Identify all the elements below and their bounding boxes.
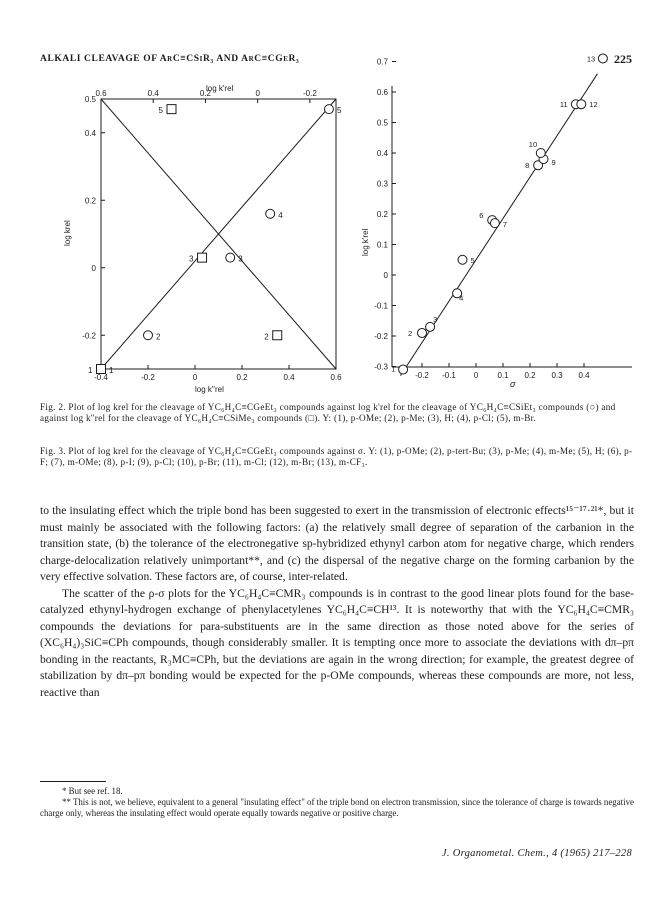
figure-3-y-tick-label: -0.1: [374, 301, 388, 311]
figure-3-x-tick-label: -0.1: [442, 371, 456, 380]
figure-2-bottom-tick-label: 0.2: [236, 373, 248, 382]
figure-3-circle-point: [577, 100, 586, 109]
figure-2-left-tick-label: 0: [91, 263, 96, 273]
figure-2-left-tick-label: -0.2: [82, 331, 96, 341]
figure-2-point-label: 3: [189, 254, 194, 264]
body-paragraph-2: The scatter of the ρ-σ plots for the YC₆H₄C≡CMR₃ compounds is in contrast to the good linear plots found for the base-catalyzed ethynyl-hydrogen exchange of phenylacetylenes YC₆H₄C≡CH¹³. It is noteworthy that with the YC₆H₄C≡CMR₃ compounds the deviations for para-substituents are in the same direction as those noted above for the series of (XC₆H₄)₃SiC≡CPh compounds, though considerably smaller. It is tempting once more to associate the deviations with dπ–pπ bonding in the reactants, R₃MC≡CPh, but the deviations are again in the wrong direction; for example, the greatest degree of stabilization by dπ–pπ bonding would be expected for the p-OMe compounds, whereas these compounds are more, not less, reactive than: [40, 586, 634, 699]
figure-2-bottom-axis-title: log k''rel: [195, 385, 224, 394]
running-head: ALKALI CLEAVAGE OF ArC≡CSiR₃ AND ArC≡CGeR₃: [40, 54, 300, 64]
figure-2-top-axis-title: log k'rel: [206, 84, 234, 93]
footnote-1: * But see ref. 18.: [62, 786, 123, 796]
figure-3-y-tick-label: 0.1: [376, 240, 388, 250]
figure-3-point-label: 8: [525, 161, 530, 171]
figure-3-chart: [0, 0, 672, 400]
figure-3-y-tick-label: 0: [383, 271, 388, 280]
journal-reference: J. Organometal. Chem., 4 (1965) 217–228: [441, 848, 632, 859]
figure-2-bottom-tick-label: 0: [192, 373, 198, 382]
figure-3-circle-point: [399, 365, 408, 374]
figure-2-left-tick-label: 0.4: [84, 128, 96, 138]
page-number: 225: [614, 52, 632, 66]
figure-2-top-tick-label: -0.2: [302, 89, 317, 98]
figure-3-x-tick-label: -0.2: [415, 371, 429, 380]
body-paragraph-1: to the insulating effect which the triple bond has been suggested to exert in the transmission of electronic effects¹⁵⁻¹⁷·²¹*, but it must mainly be associated with the following factors: (a) the relatively small degree of separation of the carbanion in the transition state, (b) the tolerance of the electronegative sp-hybridized ethynyl carbon atom for negative charge, which renders charge-delocalization relatively unimportant**, and (c) the dispersal of the negative charge on the forming carbanion by the very effective solvation. These factors are, of course, inter-related.: [40, 504, 634, 583]
figure-3-x-tick-label: 0: [473, 371, 479, 380]
figure-2-left-axis-title: log krel: [63, 220, 72, 246]
figure-3-point-label: 1: [391, 364, 396, 374]
figure-3-x-tick-label: 0.2: [524, 371, 536, 380]
figure-3-circle-point: [598, 54, 607, 63]
figure-3-point-label: 7: [502, 220, 508, 230]
figure-3-point-label: 5: [470, 255, 475, 265]
figure-2-point-label: 5: [158, 106, 163, 116]
figure-2-top-tick-label: 0.6: [95, 89, 107, 98]
figure-2-point-label: 2: [156, 332, 161, 342]
figure-3-point-label: 9: [551, 158, 556, 168]
figure-3-point-label: 10: [528, 140, 538, 149]
figure-3-y-tick-label: -0.2: [374, 332, 388, 341]
figure-2-bottom-tick-label: -0.4: [94, 373, 108, 382]
figure-2-left-tick-label: 0.2: [84, 196, 96, 206]
footnote-2: ** This is not, we believe, equivalent to a general "insulating effect" of the triple bond on electron transmission, since the tolerance of charge is towards negative charge only, whereas the insulating effect would operate equally towards negative or positive charge.: [40, 797, 634, 819]
figure-2-point-label: 3: [238, 254, 243, 264]
figure-3-point-label: 4: [459, 293, 464, 303]
figure-3-y-tick-label: 0.7: [376, 57, 388, 67]
figure-3-circle-point: [536, 149, 545, 158]
figure-3-y-tick-label: 0.3: [376, 179, 388, 189]
figure-2-top-tick-label: 0.4: [147, 89, 159, 98]
figure-3-y-tick-label: -0.3: [374, 362, 388, 372]
figure-3-x-tick-label: 0.3: [551, 371, 563, 380]
figure-2-point-label: 5: [336, 106, 342, 116]
figure-3-circle-point: [490, 219, 499, 228]
figure-3-point-label: 12: [589, 100, 598, 110]
figure-3-point-label: 11: [559, 100, 568, 110]
footnotes: [40, 786, 634, 820]
figure-2-point-label: 1: [88, 366, 93, 375]
figure-2-caption: Fig. 2. Plot of log krel for the cleavage of YC₆H₄C≡CGeEt₃ compounds against log k'rel for the cleavage of YC₆H₄C≡CSiEt₃ compounds (○) and against log k''rel for the cleavage of YC₆H₄C≡CSiMe₃ compounds (□). Y: (1), p-OMe; (2), p-Me; (3), H; (4), p-Cl; (5), m-Br.: [40, 402, 616, 424]
figure-3-point-label: 13: [586, 54, 596, 64]
footnote-rule: [40, 781, 106, 782]
figure-2-top-tick-label: 0: [255, 89, 260, 98]
figure-3-circle-point: [458, 255, 467, 264]
figure-3-point-label: 3: [433, 314, 438, 324]
figure-2-bottom-tick-label: 0.4: [283, 373, 295, 382]
figure-2-point-label: 4: [278, 210, 283, 220]
figure-2-top-tick-label: 0.2: [199, 89, 212, 98]
figure-3-y-tick-label: 0.2: [376, 210, 388, 219]
figure-2-point-label: 1: [109, 366, 114, 375]
figure-3-point-label: 6: [479, 211, 484, 221]
figure-3-y-tick-label: 0.6: [376, 88, 388, 97]
figure-3-circle-point: [418, 328, 427, 337]
figure-3-x-axis-title: σ: [510, 379, 516, 389]
figure-3-x-tick-label: 0.1: [497, 371, 509, 380]
figure-3-x-tick-label: 0.4: [578, 371, 590, 380]
figure-2-left-tick-label: 0.5: [84, 95, 96, 104]
figure-3-point-label: 2: [408, 328, 413, 338]
figure-3-y-tick-label: 0.4: [376, 149, 388, 158]
figure-2-bottom-tick-label: -0.2: [141, 373, 155, 382]
body-text: [40, 503, 634, 701]
figure-3-y-tick-label: 0.5: [376, 118, 388, 128]
figure-2-bottom-tick-label: 0.6: [330, 373, 342, 382]
figure-3-y-axis-title: log k'rel: [361, 228, 370, 256]
figure-3-caption: Fig. 3. Plot of log krel for the cleavage of YC₆H₄C≡CGeEt₃ compounds against σ. Y: (1), p-OMe; (2), p-tert-Bu; (3), p-Me; (4), m-Me; (5), H; (6), p-F; (7), m-OMe; (8), p-I; (9), p-Cl; (10), p-Br; (11), m-Cl; (12), m-Br; (13), m-CF₃.: [40, 446, 633, 468]
figure-2-point-label: 2: [264, 332, 269, 342]
